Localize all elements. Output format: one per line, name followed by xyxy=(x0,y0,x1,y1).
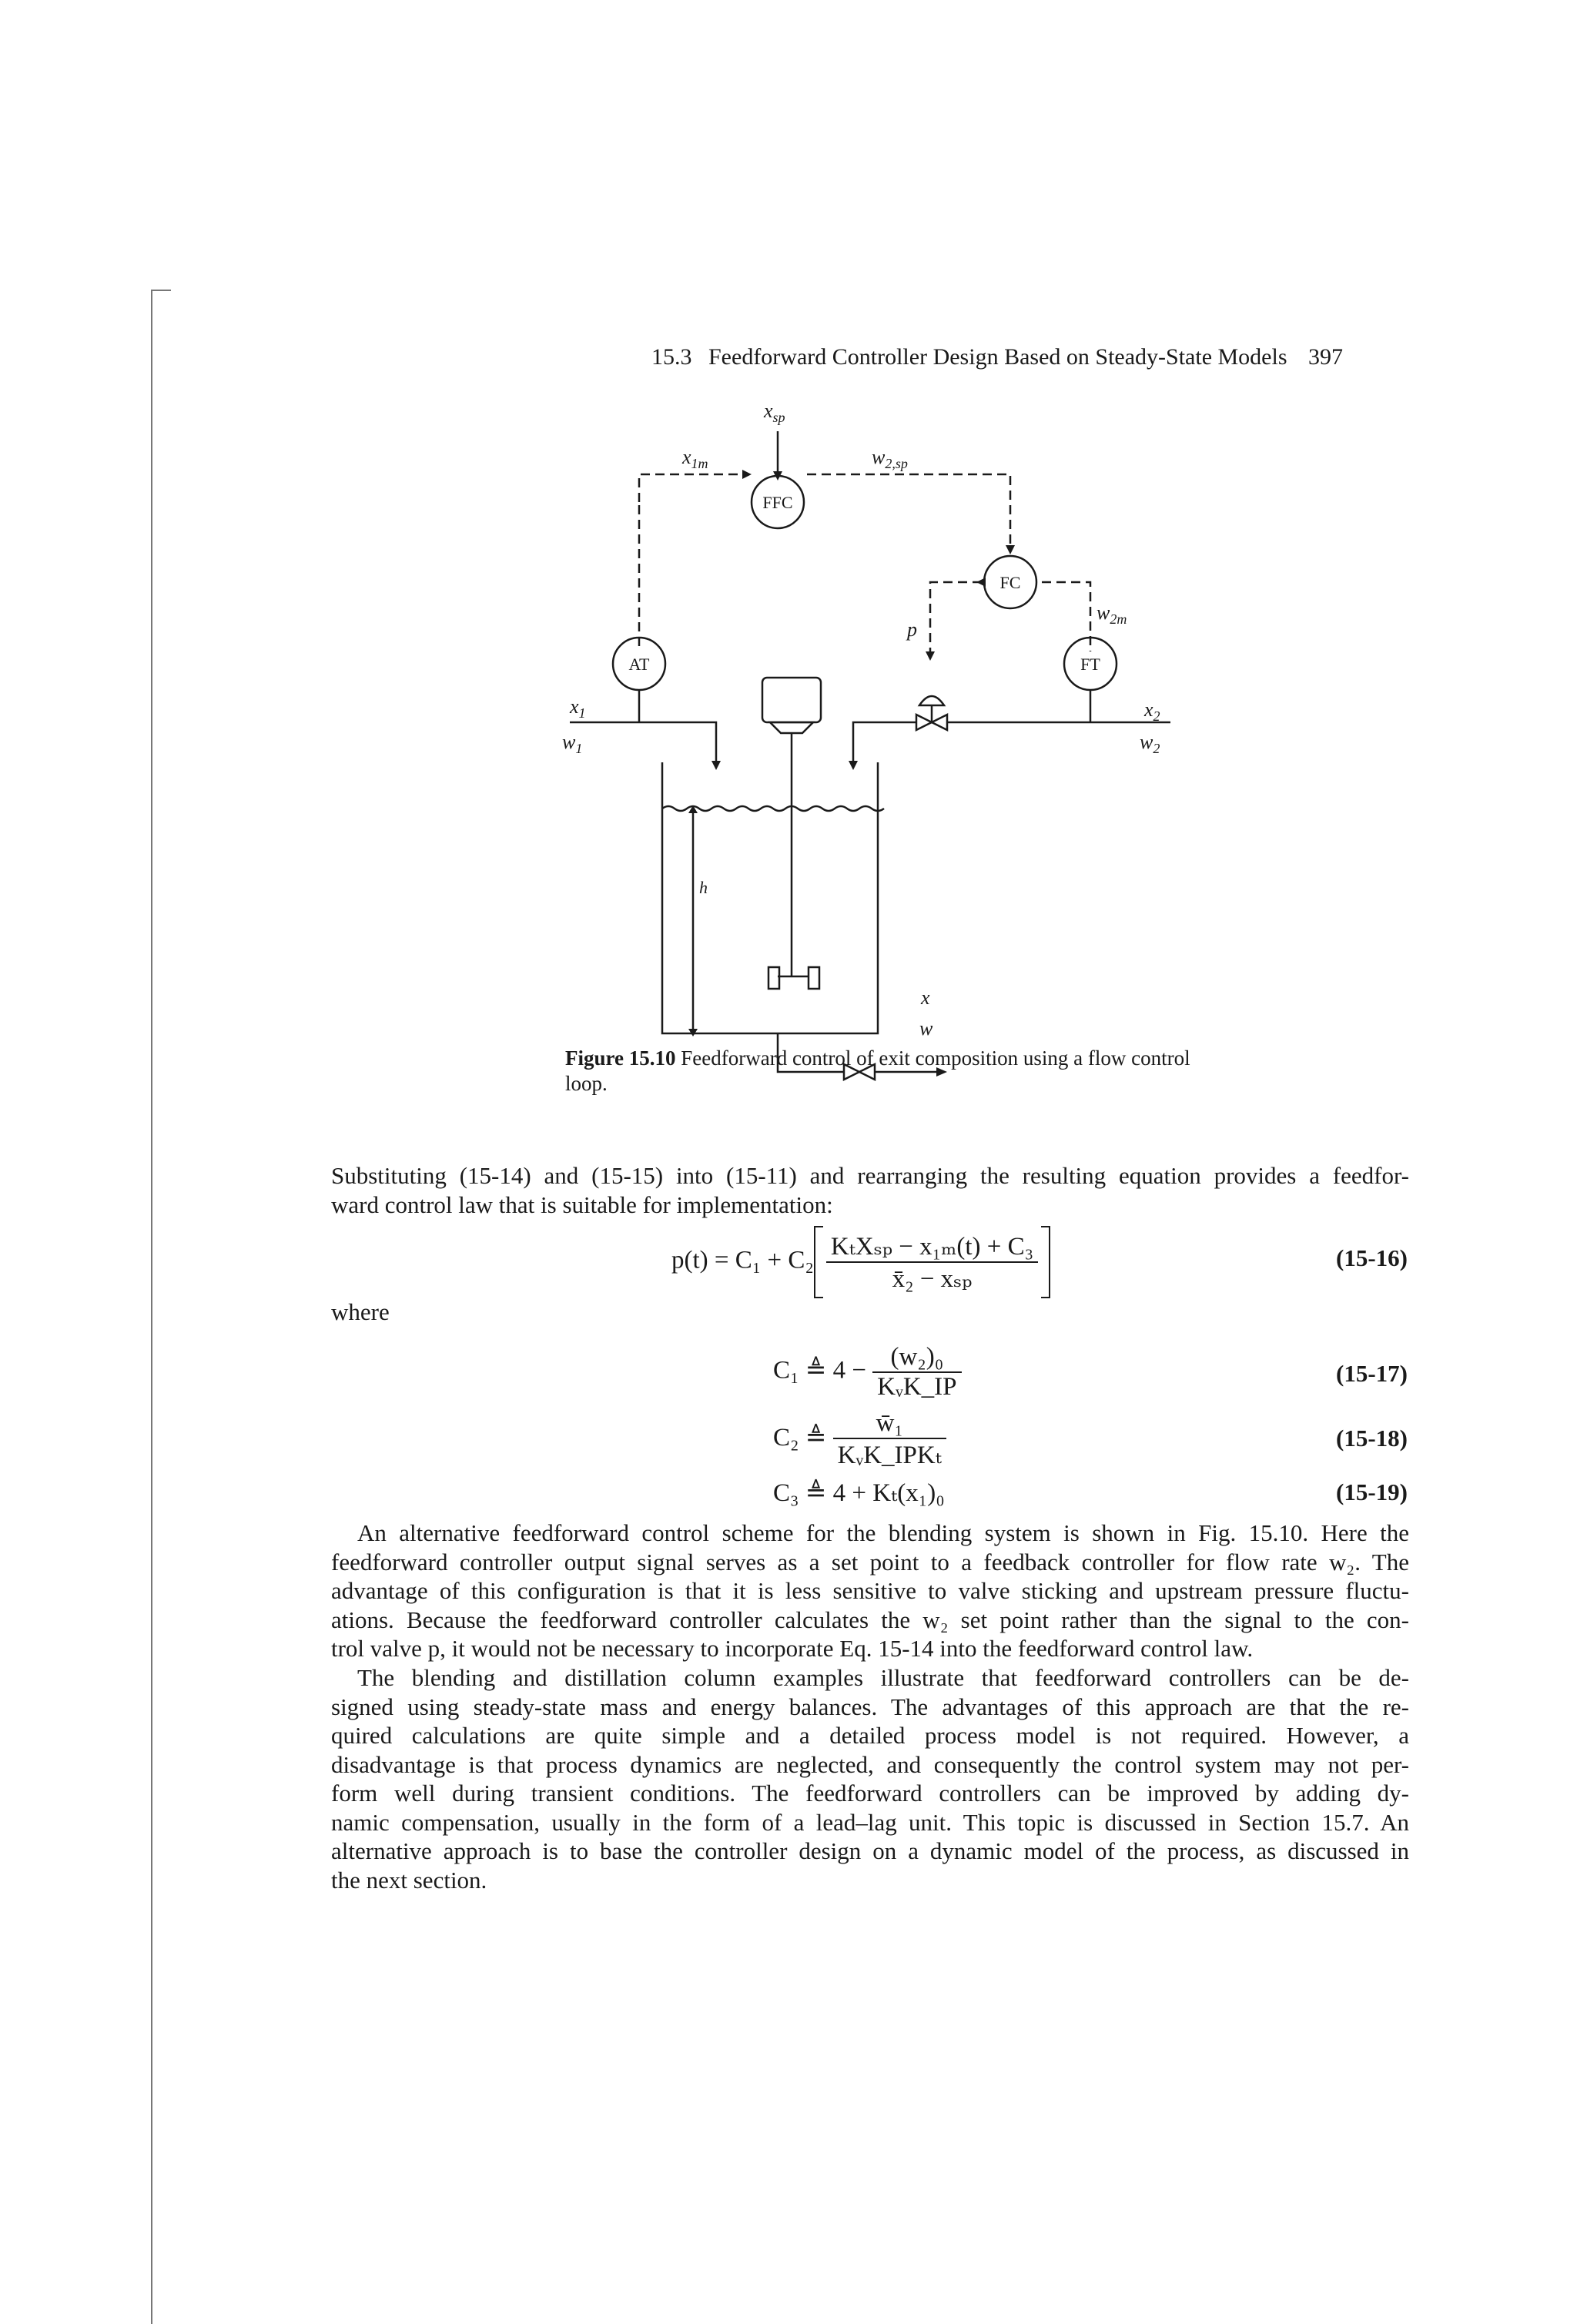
text-line: An alternative feedforward control scheme for the blending system is shown in Fig. 15.10. Here the xyxy=(357,1519,1409,1546)
p-signal-line xyxy=(930,582,982,655)
eq-15-17-lhs: C₁ ≜ 4 − xyxy=(773,1356,867,1385)
label-x1m: $x_{1m}$ xyxy=(682,446,708,471)
open-bracket xyxy=(814,1226,823,1298)
eq-15-18-lhs: C₂ ≜ xyxy=(773,1424,827,1452)
paragraph-2 xyxy=(331,1519,1409,1663)
mixer-motor xyxy=(762,678,821,722)
eq-15-18-fraction xyxy=(833,1409,946,1470)
equation-15-17 xyxy=(773,1343,962,1401)
ffc-label: FFC xyxy=(762,493,793,512)
eq-15-16-denominator: x̄₂ − xₛₚ xyxy=(892,1265,973,1293)
impeller-blade-right xyxy=(809,967,819,989)
eq-15-16-numerator: KₜXₛₚ − x₁ₘ(t) + C₃ xyxy=(826,1231,1038,1263)
figure-number: Figure 15.10 xyxy=(565,1046,676,1070)
text-line: disadvantage is that process dynamics are neglected, and consequently the control system may not per- xyxy=(331,1750,1409,1778)
arrow-w2m xyxy=(976,578,986,587)
equation-15-19: C₃ ≜ 4 + Kₜ(x₁)₀ xyxy=(773,1479,945,1507)
label-w-outlet: w xyxy=(919,1017,933,1040)
equation-number-15-17: (15-17) xyxy=(1336,1360,1408,1387)
impeller-blade-left xyxy=(768,967,779,989)
motor-base xyxy=(770,722,813,733)
paragraph-3 xyxy=(331,1663,1409,1894)
text-line: signed using steady-state mass and energy balances. The advantages of this approach are that the re- xyxy=(331,1693,1409,1720)
label-xsp: $x_{sp}$ xyxy=(764,400,785,425)
arrow-p xyxy=(926,651,935,661)
eq-15-17-numerator: (w₂)₀ xyxy=(872,1343,961,1373)
figure-caption-text: Feedforward control of exit composition using a flow control loop. xyxy=(565,1046,1190,1095)
text-line: form well during transient conditions. The feedforward controllers can be improved by adding dy- xyxy=(331,1780,1409,1807)
equation-number-15-19: (15-19) xyxy=(1336,1478,1408,1505)
arrow-w2sp xyxy=(1006,545,1015,554)
text-line: The blending and distillation column examples illustrate that feedforward controllers can be de- xyxy=(357,1664,1409,1691)
text-line: alternative approach is to base the controller design on a dynamic model of the process, as discussed in xyxy=(331,1837,1409,1864)
text-line: ward control law that is suitable for implementation: xyxy=(331,1190,833,1218)
inlet-2-pipe-left xyxy=(853,722,916,762)
running-head xyxy=(651,344,1343,370)
arrow-x1m xyxy=(742,470,752,479)
label-p: p xyxy=(907,618,917,641)
label-w2: $w_2$ xyxy=(1140,731,1160,756)
where-label: where xyxy=(331,1298,390,1325)
text-line: namic compensation, usually in the form of a lead–lag unit. This topic is discussed in Section 15.7. An xyxy=(331,1808,1409,1836)
text-line: quired calculations are quite simple and a detailed process model is not required. However, a xyxy=(331,1722,1409,1749)
label-x2: $x_2$ xyxy=(1144,698,1160,724)
ft-label: FT xyxy=(1080,655,1100,674)
equation-number-15-16: (15-16) xyxy=(1336,1244,1408,1271)
close-bracket xyxy=(1041,1226,1050,1298)
scan-binding-edge xyxy=(151,290,171,2324)
tank-walls xyxy=(662,762,878,1033)
label-w1: $w_1$ xyxy=(562,731,583,756)
blending-process-diagram xyxy=(539,400,1247,1093)
text-line: advantage of this configuration is that it is less sensitive to valve sticking and upstream pressure fluctu- xyxy=(331,1577,1409,1604)
label-w2m: $w_{2m}$ xyxy=(1097,601,1127,627)
figure-caption xyxy=(565,1046,1197,1097)
label-h: h xyxy=(699,878,708,897)
section-title: Feedforward Controller Design Based on Steady-State Models xyxy=(708,344,1287,370)
eq-15-18-denominator: KᵥK_IPKₜ xyxy=(837,1442,942,1469)
text-line: the next section. xyxy=(331,1866,487,1894)
text-line: trol valve p, it would not be necessary to incorporate Eq. 15-14 into the feedforward control law. xyxy=(331,1635,1254,1662)
valve-actuator xyxy=(919,696,944,705)
text-line: feedforward controller output signal serves as a set point to a feedback controller for flow rate w₂. The xyxy=(331,1548,1409,1576)
equation-number-15-18: (15-18) xyxy=(1336,1425,1408,1452)
w2sp-signal-line xyxy=(807,474,1010,547)
eq-15-16-fraction xyxy=(826,1231,1038,1294)
eq-15-17-fraction xyxy=(872,1343,961,1401)
equation-15-16 xyxy=(671,1226,1050,1298)
section-number: 15.3 xyxy=(651,344,692,370)
fc-label: FC xyxy=(999,573,1021,592)
text-line: ations. Because the feedforward controller calculates the w₂ set point rather than the signal to the con- xyxy=(331,1606,1409,1633)
label-x-outlet: x xyxy=(921,986,930,1009)
label-w2sp: $w_{2,sp}$ xyxy=(872,446,908,471)
arrow-inlet-1 xyxy=(711,761,721,770)
equation-15-18 xyxy=(773,1409,946,1470)
arrow-inlet-2 xyxy=(849,761,858,770)
text-line: Substituting (15-14) and (15-15) into (15-11) and rearranging the resulting equation provides a feedfor- xyxy=(331,1162,1409,1189)
at-label: AT xyxy=(628,655,650,674)
eq-15-18-numerator: w̄₁ xyxy=(833,1409,946,1439)
label-x1: $x_1$ xyxy=(570,695,586,721)
eq-15-16-lhs: p(t) = C₁ + C₂ xyxy=(671,1246,814,1274)
eq-15-17-denominator: KᵥK_IP xyxy=(877,1373,957,1401)
inlet-1-pipe xyxy=(570,722,716,762)
x1m-signal-line xyxy=(639,474,745,502)
w2m-signal-line xyxy=(1042,582,1090,651)
intro-paragraph xyxy=(331,1161,1409,1219)
page-number: 397 xyxy=(1308,344,1344,370)
